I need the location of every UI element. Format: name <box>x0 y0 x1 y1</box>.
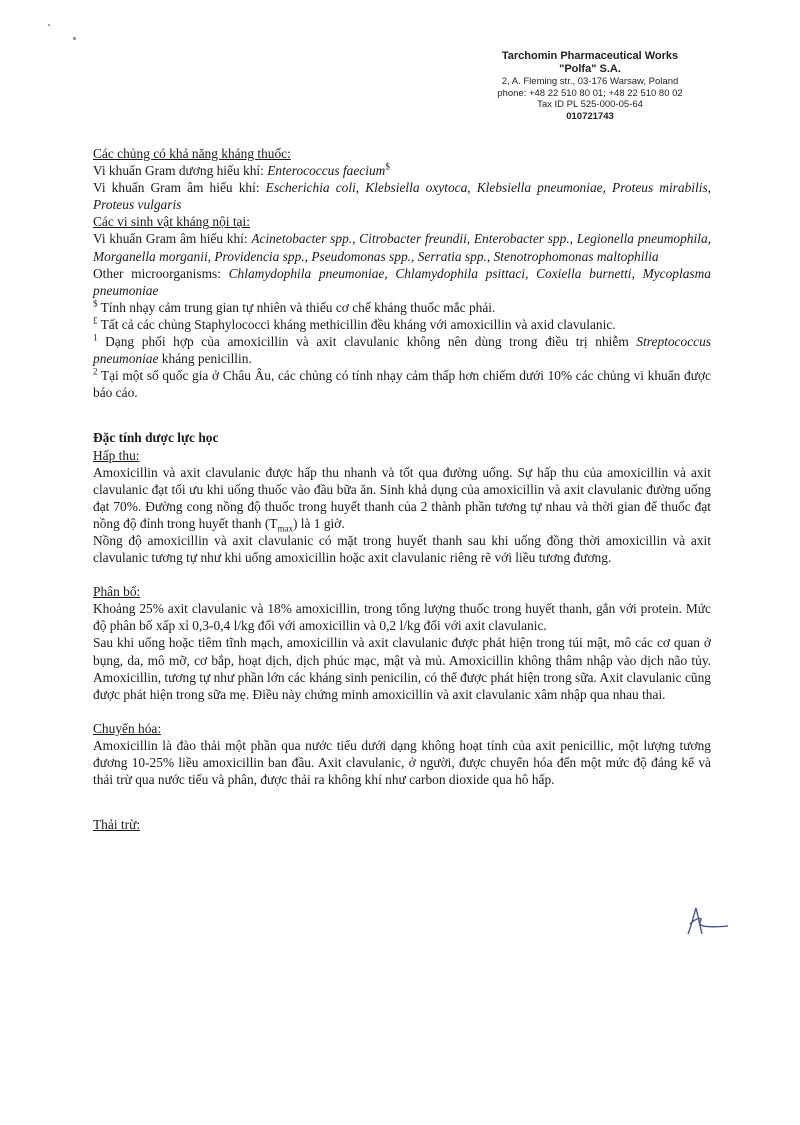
company-phone: phone: +48 22 510 80 01; +48 22 510 80 02 <box>497 87 683 99</box>
species-name: Enterococcus faecium <box>267 163 386 179</box>
species-name: Streptococcus pneumoniae <box>93 334 711 367</box>
company-name: Tarchomin Pharmaceutical Works <box>501 50 679 62</box>
company-letterhead <box>470 50 710 122</box>
distribution-paragraph-1: Khoảng 25% axit clavulanic và 18% amoxicillin, trong tổng lượng thuốc trong huyết thanh, gắn với protein. Mức độ phân bố xấp xỉ 0,3-0,4 l/kg đối với amoxicillin và 0,2 l/kg đối với axit clavulanic. <box>93 601 711 634</box>
elimination-title: Thải trừ: <box>93 817 141 833</box>
inherent-gram-negative: Vi khuẩn Gram âm hiếu khí: Acinetobacter spp., Citrobacter freundii, Enterobacter spp., Legionella pneumophila, Morganella morganii, Providencia spp., Pseudomonas spp., Serratia spp., Stenotrophomonas maltophilia <box>93 231 711 264</box>
spacer <box>93 401 711 429</box>
footnote-3: $^1$ Dạng phối hợp của amoxicillin và axit clavulanic không nên dùng trong điều trị nhiễm Streptococcus pneumoniae kháng penicillin. <box>93 332 711 367</box>
species-name: Escherichia coli, Klebsiella oxytoca, Klebsiella pneumoniae, Proteus mirabilis, Proteus vulgaris <box>93 180 711 213</box>
scan-speck <box>73 37 76 40</box>
spacer <box>93 566 711 583</box>
absorption-title: Hấp thu: <box>93 447 140 463</box>
signature-mark <box>680 904 730 938</box>
inherent-other: Other microorganisms: Chlamydophila pneumoniae, Chlamydophila psittaci, Coxiella burnetti, Mycoplasma pneumoniae <box>93 265 711 298</box>
company-name-line2: "Polfa" S.A. <box>559 63 621 75</box>
resistant-gram-positive: Vi khuẩn Gram dương hiếu khí: Enterococcus faecium$ <box>93 161 390 179</box>
absorption-paragraph-1: Amoxicillin và axit clavulanic được hấp thu nhanh và tốt qua đường uống. Sự hấp thu của amoxicillin và axit clavulanic đạt tối ưu khi uống thuốc vào đầu bữa ăn. Sinh khả dụng của amoxicillin và axit clavulanic đường uống đạt 70%. Đường cong nồng độ thuốc trong huyết thanh của 2 thành phần tương tự nhau và thời gian để thuốc đạt nồng độ đỉnh trong huyết thanh $(T_{max})$ là 1 giờ. <box>93 464 711 534</box>
company-tax-id: Tax ID PL 525-000-05-64 <box>537 99 643 110</box>
document-body <box>93 145 711 833</box>
distribution-paragraph-2: Sau khi uống hoặc tiêm tĩnh mạch, amoxicillin và axit clavulanic được phát hiện trong túi mật, mô các cơ quan ở bụng, da, mô mỡ, cơ bắp, hoạt dịch, dịch phúc mạc, mật và mủ. Amoxicillin không thâm nhập vào dịch não tủy. Amoxicillin, tương tự như phần lớn các kháng sinh penicilin, có thể được phát hiện trong sữa. Axit clavulanic cũng được phát hiện trong sữa mẹ. Điều này chứng minh amoxicillin và axit clavulanic xâm nhập qua nhau thai. <box>93 635 711 702</box>
resistant-strains-title: Các chủng có khả năng kháng thuốc: <box>93 146 291 161</box>
species-name: Acinetobacter spp., Citrobacter freundii, Enterobacter spp., Legionella pneumophila, Morganella morganii, Providencia spp., Pseudomonas spp., Serratia spp., Stenotrophomonas maltophilia <box>93 231 711 264</box>
company-address: 2, A. Fleming str., 03-176 Warsaw, Poland <box>501 76 679 87</box>
spacer <box>93 788 711 816</box>
absorption-paragraph-2: Nồng độ amoxicillin và axit clavulanic có mặt trong huyết thanh sau khi uống đồng thời amoxicillin và axit clavulanic tương tự như khi uống amoxicillin hoặc axit clavulanic riêng rẽ với liều tương đương. <box>93 532 711 566</box>
section-heading: Đặc tính dược lực học <box>93 430 219 446</box>
metabolism-paragraph: Amoxicillin là đào thải một phần qua nước tiểu dưới dạng không hoạt tính của axit penicillic, một lượng tương đương 10-25% liều amoxicillin ban đầu. Axit clavulanic, ở người, được chuyển hóa đến một mức độ đáng kể và thải trừ qua nước tiểu và phân, được thải ra không khí như carbon dioxide qua hô hấp. <box>93 737 711 788</box>
footnote-4: $^2$ Tại một số quốc gia ở Châu Âu, các chủng có tính nhạy cảm thấp hơn chiếm dưới 10% các chủng vi khuẩn được báo cáo. <box>93 366 711 401</box>
footnote-2: £ Tất cả các chủng Staphylococci kháng methicillin đều kháng với amoxicillin và axid clavulanic. <box>93 315 616 332</box>
scan-speck <box>48 24 50 26</box>
distribution-title: Phân bố: <box>93 584 141 600</box>
footnote-1: $ Tính nhạy cảm trung gian tự nhiên và thiếu cơ chế kháng thuốc mắc phải. <box>93 298 496 315</box>
species-name: Chlamydophila pneumoniae, Chlamydophila psittaci, Coxiella burnetti, Mycoplasma pneumoniae <box>93 265 711 298</box>
resistant-gram-negative: Vi khuẩn Gram âm hiếu khí: Escherichia coli, Klebsiella oxytoca, Klebsiella pneumoniae, Proteus mirabilis, Proteus vulgaris <box>93 180 711 213</box>
inherent-resistant-title: Các vi sinh vật kháng nội tại: <box>93 214 250 230</box>
metabolism-title: Chuyển hóa: <box>93 720 162 736</box>
document-code: 010721743 <box>566 110 614 122</box>
spacer <box>93 703 711 720</box>
